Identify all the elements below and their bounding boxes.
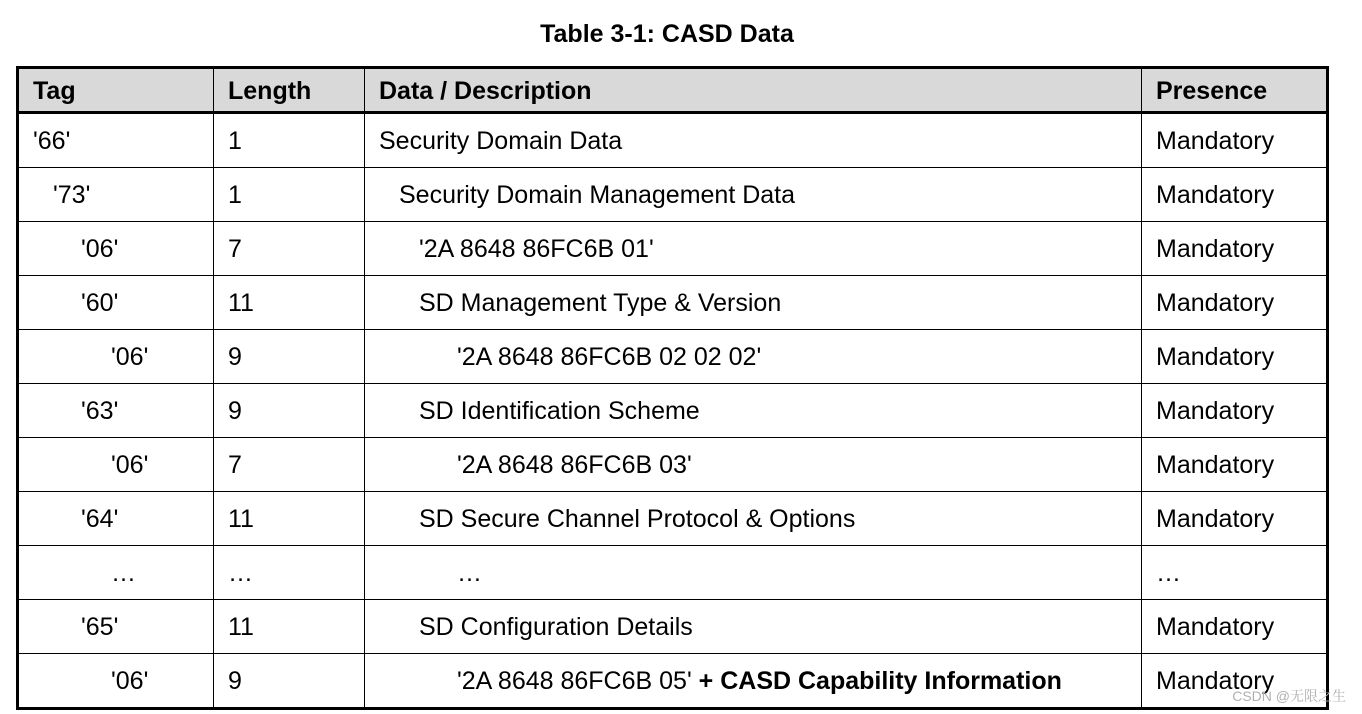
watermark: CSDN @无限之生 (1232, 688, 1346, 704)
tag-cell: '06' (18, 330, 214, 384)
description-cell (365, 654, 1142, 709)
tag-cell: … (18, 546, 214, 600)
description-cell: SD Secure Channel Protocol & Options (365, 492, 1142, 546)
length-cell: 9 (214, 654, 365, 709)
table-caption: Table 3-1: CASD Data (540, 20, 794, 48)
tag-cell: '06' (18, 438, 214, 492)
length-cell: 11 (214, 600, 365, 654)
tag-cell: '60' (18, 276, 214, 330)
tag-cell: '65' (18, 600, 214, 654)
table-row (18, 600, 1328, 654)
table-row (18, 330, 1328, 384)
description-bold-text: + CASD Capability Information (691, 667, 1062, 695)
header-length: Length (214, 68, 365, 113)
table-row (18, 654, 1328, 709)
tag-cell: '06' (18, 654, 214, 709)
tag-cell: '06' (18, 222, 214, 276)
description-cell: SD Management Type & Version (365, 276, 1142, 330)
length-cell: 11 (214, 492, 365, 546)
description-cell: '2A 8648 86FC6B 02 02 02' (365, 330, 1142, 384)
description-cell: … (365, 546, 1142, 600)
header-presence: Presence (1142, 68, 1328, 113)
description-cell: '2A 8648 86FC6B 01' (365, 222, 1142, 276)
length-cell: 9 (214, 330, 365, 384)
tag-cell: '64' (18, 492, 214, 546)
tag-cell: '66' (18, 113, 214, 168)
presence-cell: Mandatory (1142, 600, 1328, 654)
presence-cell: Mandatory (1142, 438, 1328, 492)
tag-cell: '73' (18, 168, 214, 222)
table-row (18, 113, 1328, 168)
description-cell: Security Domain Management Data (365, 168, 1142, 222)
presence-cell: Mandatory (1142, 276, 1328, 330)
length-cell: 7 (214, 222, 365, 276)
description-cell: Security Domain Data (365, 113, 1142, 168)
length-cell: 7 (214, 438, 365, 492)
description-cell: SD Configuration Details (365, 600, 1142, 654)
length-cell: 11 (214, 276, 365, 330)
presence-cell: Mandatory (1142, 168, 1328, 222)
length-cell: 9 (214, 384, 365, 438)
table-row (18, 276, 1328, 330)
length-cell: 1 (214, 113, 365, 168)
table-row (18, 222, 1328, 276)
presence-cell: Mandatory (1142, 113, 1328, 168)
description-cell: '2A 8648 86FC6B 03' (365, 438, 1142, 492)
length-cell: 1 (214, 168, 365, 222)
header-description: Data / Description (365, 68, 1142, 113)
table-row (18, 168, 1328, 222)
casd-data-table (16, 66, 1329, 710)
presence-cell: Mandatory (1142, 330, 1328, 384)
description-text: '2A 8648 86FC6B 05' (457, 667, 692, 695)
presence-cell: Mandatory (1142, 654, 1328, 709)
table-row (18, 546, 1328, 600)
tag-cell: '63' (18, 384, 214, 438)
presence-cell: Mandatory (1142, 222, 1328, 276)
presence-cell: Mandatory (1142, 492, 1328, 546)
table-row (18, 438, 1328, 492)
table-row (18, 492, 1328, 546)
presence-cell: … (1142, 546, 1328, 600)
description-cell: SD Identification Scheme (365, 384, 1142, 438)
table-header-row (18, 68, 1328, 113)
header-tag: Tag (18, 68, 214, 113)
table-row (18, 384, 1328, 438)
length-cell: … (214, 546, 365, 600)
presence-cell: Mandatory (1142, 384, 1328, 438)
